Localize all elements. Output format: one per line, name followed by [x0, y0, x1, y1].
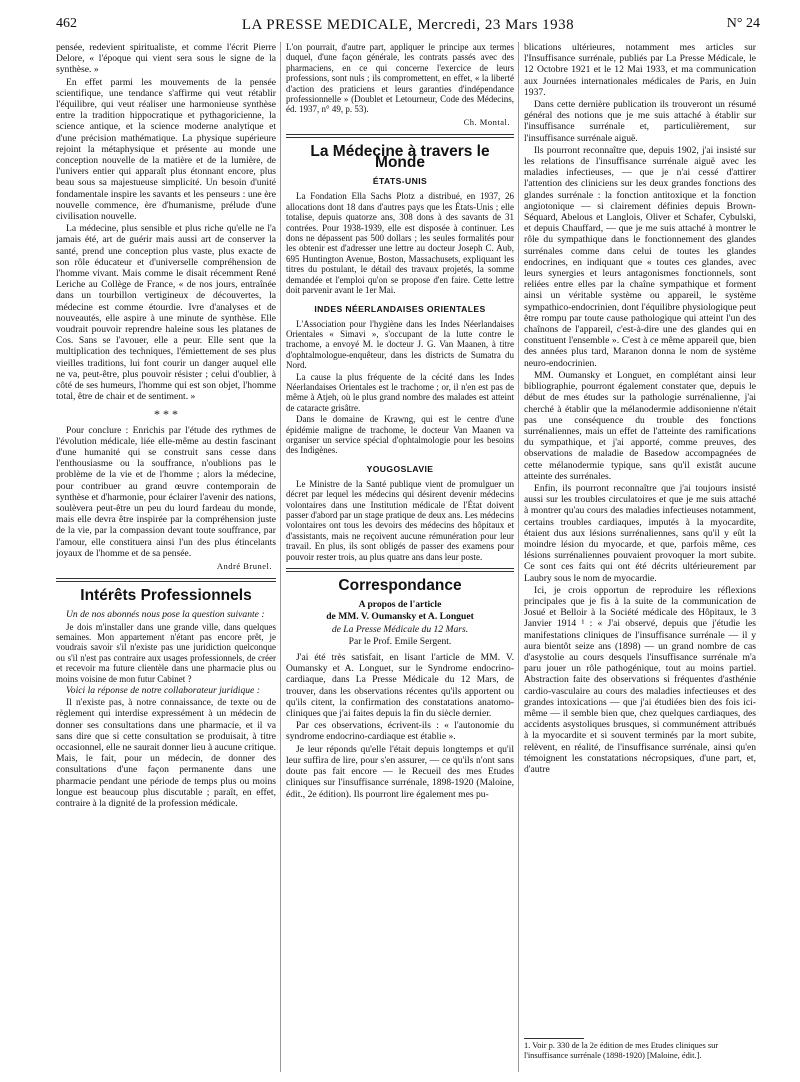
- issue-date: Mercredi, 23 Mars 1938: [417, 17, 575, 33]
- section-title: La Médecine à travers le Monde: [310, 143, 490, 172]
- section-rule: [286, 568, 514, 572]
- paragraph: blications ultérieures, notamment mes articles sur l'Insuffisance surrénale, publiés par La Presse Médicale, le 12 Octobre 1921 et le 12 Mai 1933, et ma communication aux Journées internationales médicales de Paris, en Juin 1937.: [524, 42, 756, 98]
- paragraph: Enfin, ils pourront reconnaître que j'ai toujours insisté aussi sur les troubles circulatoires et que je me suis attaché à montrer qu'au cours des maladies infectieuses notamment, certains troubles cardiaques, imputés à la myocardite, étaient dus aux lésions surrénaliennes, sans qu'il y eût la moindre lésion du myocarde, et que, parfois même, ces lésions surrénaliennes pouvaient provoquer la mort subite. Ce sont ces faits qui ont été décrits ultérieurement par Laubry sous le nom de myocardie.: [524, 482, 756, 584]
- letter-title: A propos de l'article: [358, 599, 442, 611]
- answer-intro: Voici la réponse de notre collaborateur juridique :: [66, 684, 260, 696]
- letter-source: de La Presse Médicale du 12 Mars.: [331, 623, 469, 635]
- column-divider: [518, 42, 519, 1072]
- paragraph: Ils pourront reconnaître que, depuis 1902, j'ai insisté sur les relations de l'insuffisance surrénale aiguë avec les maladies infectieuses, — que je n'ai cessé d'attirer l'attention des cliniciens sur les deux grandes fonctions des glandes surrénale : la fonction antitoxique et la fonction angiotonique — si clairement définies depuis Brown-Séquard, Abelous et Langlois, Oliver et Schafer, Cybulski, et depuis Chauffard, — que je me suis attaché à montrer le rôle du sympathique dans le fonctionnement des glandes surrénales comme dans celui de toutes les glandes endocrines, en indiquant que « toutes ces glandes, avec leurs synergies et leurs antagonismes fonctionnels, sont reliées entre elles par la chaîne sympathique et forment ainsi un véritable système ou appareil, le système sympathico-endocrinien, dont l'équilibre physiologique peut être rompu par toute cause pathologique qui atteint l'un des chaînons de l'appareil, c'est-à-dire une des glandes qui en constituent l'ensemble ». C'est à ce même appareil que, bien des années plus tard, Maranon donna le nom de système neuro-endocrinien.: [524, 144, 756, 369]
- column-right: [524, 42, 756, 1034]
- paragraph: Dans le domaine de Krawng, qui est le centre d'une épidémie maligne de trachome, le docteur Van Maanen va organiser un service spécial d'ophtalmologie pour les besoins des Indigènes.: [286, 414, 514, 456]
- paragraph: Pour conclure : Enrichis par l'étude des rythmes de l'évolution médicale, liée elle-même au destin fascinant d'une humanité qui se construit sans cesse dans l'enthousiasme ou la souffrance, n'oublions pas le problème de la vie et de l'homme ; alors la médecine, pour contribuer au grand œuvre contemporain de synthèse et d'harmonie, pour éclairer l'avenir des nations, soulèvera peut-être un peu du lourd fardeau du monde, mais elle devra être inspirée par la compréhension juste de la vie, par la compassion devant toute souffrance, par l'amour, elle constituera ainsi l'un des plus étincelants joyaux de l'homme et de sa pensée.: [56, 424, 276, 559]
- paragraph: MM. Oumansky et Longuet, en complétant ainsi leur bibliographie, pourront également constater que, depuis le début de mes études sur la pathologie surrénalienne, j'ai cherché à établir que la mélanodermie addisonienne n'était pas une conséquence du trouble des fonctions surrénaliennes, mais un effet de l'atteinte des ramifications du sympathique, et j'ai apporté, comme preuves, des observations de maladie de Basedow accompagnées de cette mélanodermie typique, sans qu'il existât aucune atteinte des surrénales.: [524, 369, 756, 482]
- column-left: [56, 42, 276, 1072]
- footnote-text: 1. Voir p. 330 de la 2e édition de mes Etudes cliniques sur l'insuffisance surrénale (1898-1920) [Maloine, édit.].: [524, 1041, 719, 1060]
- section-rule: [56, 578, 276, 582]
- question-text: Je dois m'installer dans une grande ville, dans quelques semaines. Mon appartement n'étant pas encore prêt, je voudrais savoir s'il n'existe pas une juridiction quelconque ou s'il n'est pas contraire aux usages professionnels, de créer et recevoir ma future clientèle dans une pharmacie plus ou moins voisine de mon futur Cabinet ?: [56, 621, 276, 684]
- answer-text: Il n'existe pas, à notre connaissance, de texte ou de règlement qui interdise expressément à un médecin de donner ses consultations dans une pharmacie, et il va sans dire que si cette consultation se produisait, à titre occasionnel, elle ne saurait donner lieu à aucune critique. Mais, le fait, pour un médecin, de donner des consultations d'une façon permanente dans une pharmacie pendant une période de temps plus ou moins longue est beaucoup plus discutable ; paraît, en effet, contraire à la dignité de la profession médicale.: [56, 697, 276, 810]
- paragraph: Je leur réponds qu'elle l'était depuis longtemps et qu'il leur suffira de lire, pour s'en assurer, — ce qu'ils n'ont sans doute pas fait encore — le Recueil des mes Etudes cliniques sur l'insuffisance surrénale, 1898-1920 (Maloine, édit., 2e édition). Ils pourront lire également mes pu-: [286, 743, 514, 800]
- country-heading: YOUGOSLAVIE: [366, 463, 434, 474]
- paragraph: L'Association pour l'hygiène dans les Indes Néerlandaises Orientales « Simavi », s'occupant de la lutte contre le trachome, a envoyé M. le docteur J. G. Van Maanen, à titre d'ophtalmologue-enquêteur, dans les districts de Sumatra du Nord.: [286, 318, 514, 371]
- paragraph: pensée, redevient spiritualiste, et comme l'écrit Pierre Delore, « l'époque qui vient sera sous le signe de la synthèse. »: [56, 42, 276, 76]
- column-middle: [286, 42, 514, 1072]
- letter-author: Par le Prof. Emile Sergent.: [348, 635, 452, 647]
- section-title: Correspondance: [338, 577, 462, 595]
- paragraph: Ici, je crois opportun de reproduire les réflexions principales que je fis à la suite de la communication de Josué et Belloir à la Société médicale des Hôpitaux, le 3 Janvier 1914 ¹ : « J'ai observé, depuis que j'étudie les manifestations cliniques de l'insuffisance surrénale — il y aura bientôt seize ans (1898) — un grand nombre de cas d'asystolie au cours desquels l'insuffisance surrénale m'a paru jouer un rôle pathogénique, tout au moins partiel. Abstraction faite des observations si fréquentes d'asthénie cardio-vasculaire au cours des maladies infectieuses et des grandes intoxications — que j'ai étudiées bien des fois ici-même — il semble bien que, chez quelques cardiaques, des accidents asystoliques brusques, si communément attribués à la myocardite et si souvent terminés par la mort subite, relèvent, en réalité, de l'insuffisance surrénale, ainsi qu'en témoignent les constatations nécropsiques, d'une part, et, d'autre: [524, 584, 756, 775]
- section-title: Intérêts Professionnels: [80, 587, 252, 605]
- paragraph: Dans cette dernière publication ils trouveront un résumé général des notions que je me suis attaché à établir sur l'insuffisance surrénale et, particulièrement, sur l'insuffisance surrénale aiguë.: [524, 99, 756, 144]
- paragraph: La cause la plus fréquente de la cécité dans les Indes Néerlandaises Orientales est le trachome ; or, il n'en est pas de même à Atjeh, où le plus grand nombre des malades est atteint de cataracte grisâtre.: [286, 371, 514, 413]
- paragraph: Le Ministre de la Santé publique vient de promulguer un décret par lequel les médecins qui désirent devenir médecins volontaires dans une Institution médicale de l'État doivent passer d'abord par un stage pratique de deux ans. Les médecins volontaires ont tous les devoirs des médecins des hôpitaux et d'assistants, mais ne reçoivent aucune rémunération pour leur travail. En plus, ils sont obligés de passer des examens pour pouvoir rester trois, au plus quatre ans dans leur poste.: [286, 478, 514, 562]
- column-divider: [280, 42, 281, 1072]
- journal-title: [56, 14, 760, 34]
- paragraph: La médecine, plus sensible et plus riche qu'elle ne l'a jamais été, art de guérir mais aussi art de conserver la santé, prend une conception plus vaste, plus exacte de son rôle éducateur et d'universelle compréhension de l'homme vivant. Mais comme le disait récemment René Leriche au Collège de France, « de nos jours, entraînée dans un tourbillon vertigineux de découvertes, la médecine est comme étourdie. Ivre d'analyses et de nouveautés, elle aspire à une minute de synthèse. Elle voudrait pouvoir reprendre haleine sous les platanes de Cos. Sans se l'avouer, elle a peur. Elle sent que la multiplication des techniques, l'émiettement de ses plus vieilles traditions, lui font courir un danger auquel elle ne va, peut-être, plus pouvoir résister ; celui d'oublier, à côté de ses humeurs, l'homme qui est son objet, l'homme total, être de chair et de sentiment. »: [56, 223, 276, 403]
- paragraph: J'ai été très satisfait, en lisant l'article de MM. V. Oumansky et A. Longuet, sur le Syndrome endocrino-cardiaque, dans La Presse Médicale du 12 Mars, de trouver, dans les observations récentes qu'ils apportent ou qu'ils citent, la confirmation des constatations anatomo-cliniques que j'ai faites depuis la fin du siècle dernier.: [286, 652, 514, 720]
- page-number: 462: [56, 16, 77, 31]
- paragraph: En effet parmi les mouvements de la pensée scientifique, une tendance s'affirme qui veut rétablir l'équilibre, qui veut réaliser une harmonieuse synthèse entre la tradition hippocratique et pythagoricienne, la science antique, et la science moderne analytique et d'une précision mathématique. La physique supérieure rejoint la métaphysique et présente au monde une conception nouvelle de la matière et de la lumière, de l'univers entier qui apparaît plus étonnant encore, plus beau sous sa majestueuse simplicité. Un besoin d'unité fondamentale inspire les savants et les penseurs : une ère nouvelle commence, ère d'humanisme, prélude d'une civilisation nouvelle.: [56, 76, 276, 223]
- question-intro: Un de nos abonnés nous pose la question suivante :: [66, 609, 265, 621]
- author-signature: André Brunel.: [216, 560, 272, 571]
- paragraph: La Fondation Ella Sachs Plotz a distribué, en 1937, 26 allocations dont 18 dans d'autres pays que les États-Unis ; elle totalise, depuis quatorze ans, 308 dons à des savants de 31 contrées. Pour 1938-1939, elle est disposée à continuer. Les dons ne dépassent pas 500 dollars ; les seules formalités pour les obtenir est d'adresser une lettre au docteur Joseph C. Aub, 695 Huntington Avenue, Boston, Massachusets, expliquant les titres du postulant, le détail des travaux projetés, la somme demandée et l'emploi qu'on se propose d'en faire. Cette lettre doit parvenir avant le 1er Mai.: [286, 191, 514, 296]
- page-header: [56, 12, 760, 38]
- section-separator-stars: * * *: [154, 406, 178, 421]
- section-rule: [286, 134, 514, 138]
- journal-name: LA PRESSE MEDICALE,: [241, 17, 413, 33]
- paragraph: L'on pourrait, d'autre part, appliquer le principe aux termes duquel, d'une façon générale, les contrats passés avec des pharmaciens, en ce qui concerne l'exercice de leurs professions, sont nuls ; ils compromettent, en effet, « la liberté d'action des praticiens et leurs garanties d'indépendance professionnelle » (Doublet et Letourneur, Code des Médecins, éd. 1937, n° 49, p. 53).: [286, 42, 514, 115]
- paragraph: Par ces observations, écrivent-ils : « l'autonomie du syndrome endocrino-cardiaque est établie ».: [286, 720, 514, 743]
- footnote: [524, 1038, 756, 1061]
- country-heading: ÉTATS-UNIS: [372, 176, 428, 187]
- author-signature: Ch. Montal.: [463, 116, 510, 127]
- footnote-rule: [524, 1038, 584, 1039]
- country-heading: INDES NÉERLANDAISES ORIENTALES: [314, 303, 486, 314]
- issue-number: N° 24: [726, 16, 760, 31]
- letter-title: de MM. V. Oumansky et A. Longuet: [326, 611, 474, 623]
